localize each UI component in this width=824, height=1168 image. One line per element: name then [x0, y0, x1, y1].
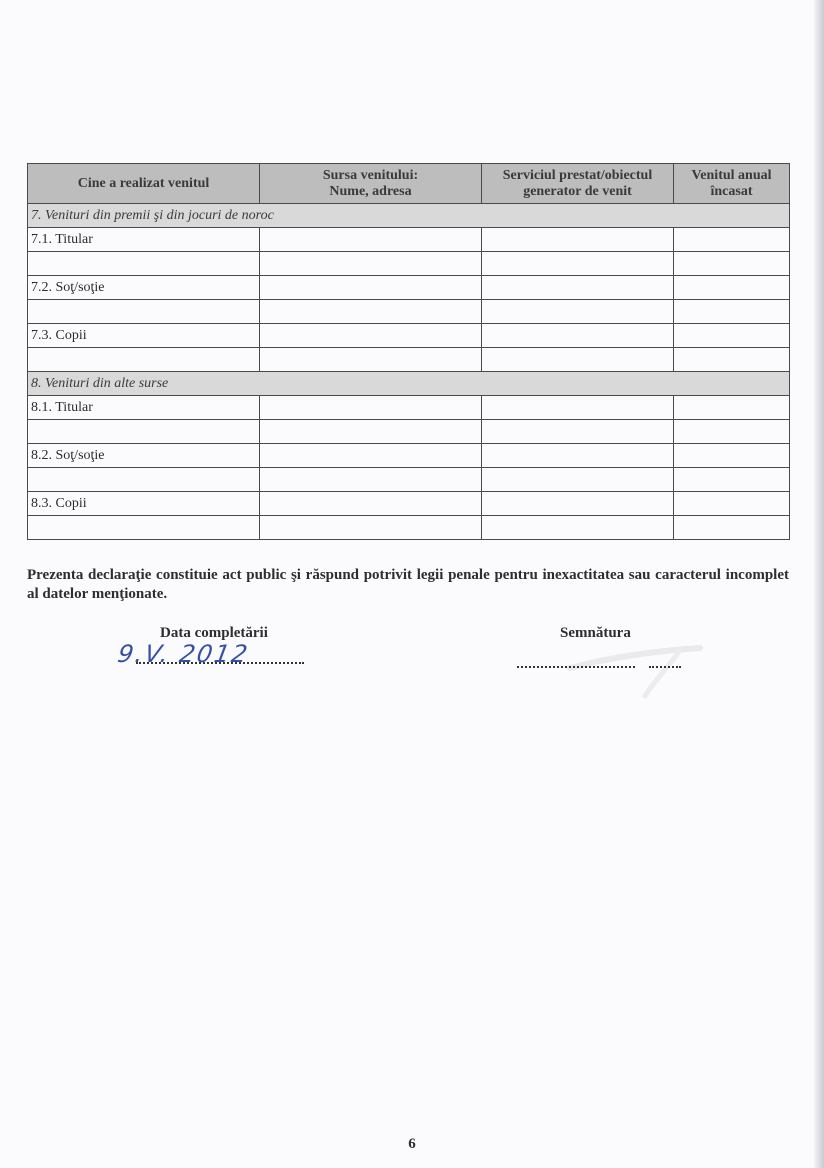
table-row — [28, 396, 790, 420]
cell — [482, 468, 674, 492]
cell — [674, 420, 790, 444]
signature-mark — [560, 630, 710, 700]
section-7-title: 7. Venituri din premii şi din jocuri de noroc — [28, 204, 790, 228]
row-label: 8.3. Copii — [28, 492, 260, 516]
row-label — [28, 348, 260, 372]
cell — [674, 492, 790, 516]
row-label: 7.1. Titular — [28, 228, 260, 252]
cell — [260, 444, 482, 468]
cell — [482, 276, 674, 300]
cell — [260, 228, 482, 252]
table-row — [28, 300, 790, 324]
cell — [260, 468, 482, 492]
cell — [482, 420, 674, 444]
header-service: Serviciul prestat/obiectul generator de venit — [482, 164, 674, 204]
cell — [260, 348, 482, 372]
signature-dotted-line-end — [649, 666, 681, 668]
table-row — [28, 348, 790, 372]
row-label — [28, 516, 260, 540]
cell — [674, 276, 790, 300]
handwritten-date: 9.V. 2012 — [115, 640, 252, 668]
cell — [482, 516, 674, 540]
row-label: 7.2. Soţ/soţie — [28, 276, 260, 300]
cell — [482, 492, 674, 516]
date-label: Data completării — [160, 625, 268, 641]
table-row — [28, 252, 790, 276]
table-header-row — [28, 164, 790, 204]
page-number: 6 — [408, 1136, 416, 1152]
section-8-title: 8. Venituri din alte surse — [28, 372, 790, 396]
table-row — [28, 492, 790, 516]
cell — [260, 252, 482, 276]
section-7-row — [28, 204, 790, 228]
cell — [674, 300, 790, 324]
table-row — [28, 468, 790, 492]
cell — [482, 396, 674, 420]
cell — [260, 516, 482, 540]
cell — [482, 324, 674, 348]
table-row — [28, 516, 790, 540]
row-label: 7.3. Copii — [28, 324, 260, 348]
cell — [674, 516, 790, 540]
cell — [260, 492, 482, 516]
section-8-row — [28, 372, 790, 396]
row-label: 8.1. Titular — [28, 396, 260, 420]
row-label — [28, 468, 260, 492]
cell — [674, 468, 790, 492]
header-who: Cine a realizat venitul — [28, 164, 260, 204]
cell — [260, 276, 482, 300]
cell — [260, 324, 482, 348]
cell — [674, 396, 790, 420]
row-label — [28, 420, 260, 444]
cell — [260, 420, 482, 444]
table-row — [28, 420, 790, 444]
cell — [482, 444, 674, 468]
cell — [260, 300, 482, 324]
table-row — [28, 324, 790, 348]
table-row — [28, 228, 790, 252]
header-source: Sursa venitului: Nume, adresa — [260, 164, 482, 204]
scan-edge — [814, 0, 824, 1168]
date-dotted-line — [136, 662, 304, 664]
row-label — [28, 300, 260, 324]
cell — [674, 324, 790, 348]
cell — [260, 396, 482, 420]
cell — [482, 228, 674, 252]
table-row — [28, 444, 790, 468]
cell — [674, 348, 790, 372]
signature-dotted-line — [517, 666, 635, 668]
cell — [482, 348, 674, 372]
header-annual-income: Venitul anual încasat — [674, 164, 790, 204]
cell — [674, 444, 790, 468]
table-row — [28, 276, 790, 300]
cell — [482, 300, 674, 324]
cell — [482, 252, 674, 276]
row-label: 8.2. Soţ/soţie — [28, 444, 260, 468]
signature-label: Semnătura — [560, 625, 631, 641]
declaration-text: Prezenta declaraţie constituie act public şi răspund potrivit legii penale pentru inexactitatea sau caracterul incomplet al datelor menţionate. — [27, 567, 789, 602]
cell — [674, 252, 790, 276]
cell — [674, 228, 790, 252]
row-label — [28, 252, 260, 276]
income-table — [27, 163, 790, 540]
